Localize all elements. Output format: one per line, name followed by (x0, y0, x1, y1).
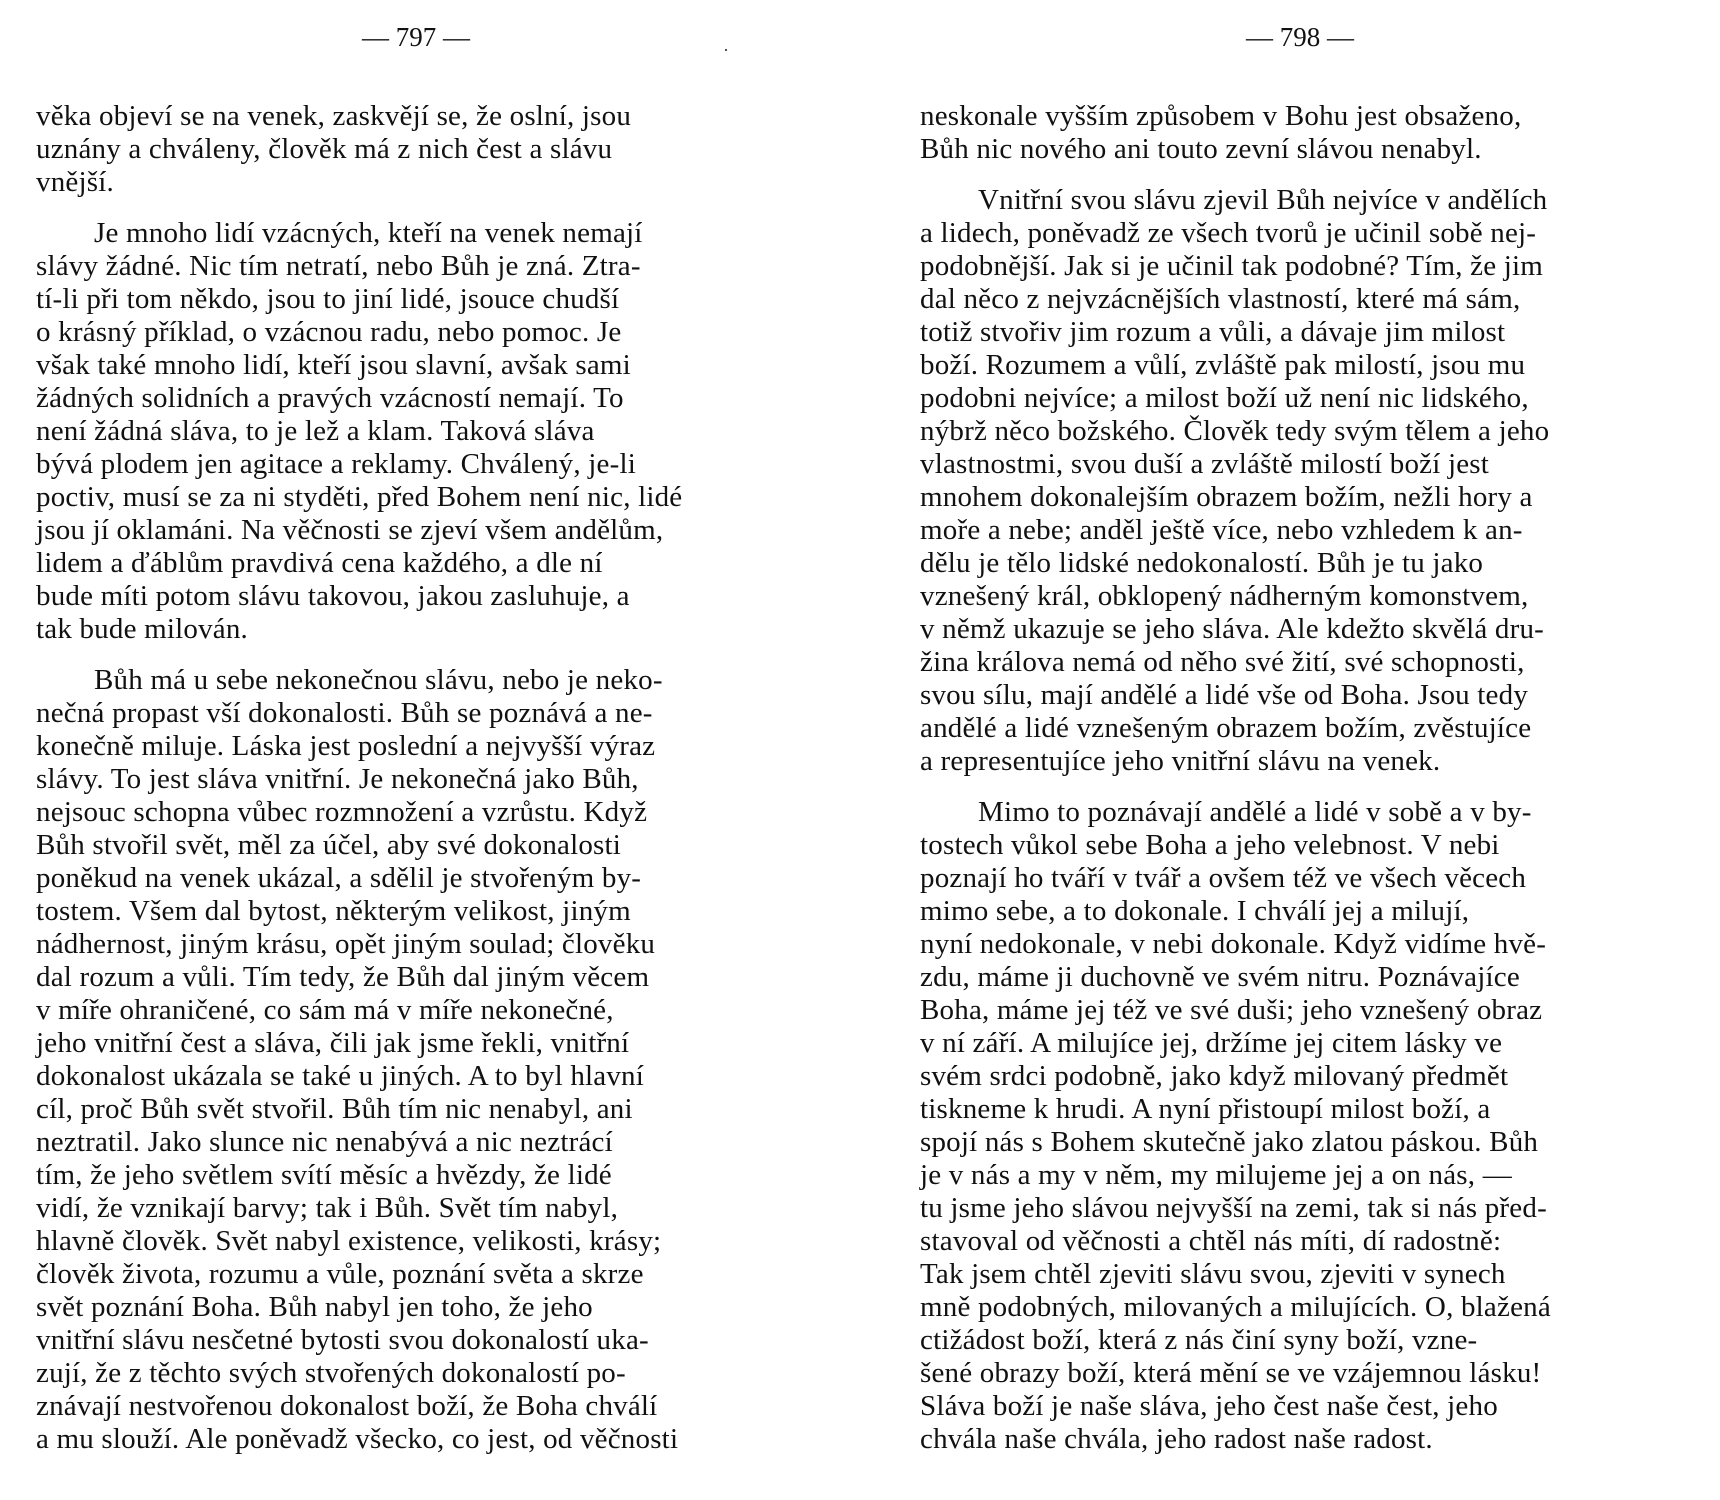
text-line: bývá plodem jen agitace a reklamy. Chválený, je-li (36, 448, 636, 480)
text-line: svět poznání Boha. Bůh nabyl jen toho, že jeho (36, 1291, 593, 1323)
text-line: nečná propast vší dokonalosti. Bůh se poznává a ne- (36, 697, 653, 729)
text-line: andělé a lidé vznešeným obrazem božím, zvěstujíce (920, 712, 1532, 744)
text-line: dokonalost ukázala se také u jiných. A to byl hlavní (36, 1060, 645, 1092)
text-line: stavoval od věčnosti a chtěl nás míti, dí radostně: (920, 1225, 1502, 1257)
text-line: v míře ohraničené, co sám má v míře nekonečné, (36, 994, 614, 1026)
text-line: není žádná sláva, to je lež a klam. Taková sláva (36, 415, 595, 447)
paragraph (920, 796, 1700, 1456)
text-line: a representujíce jeho vnitřní slávu na venek. (920, 745, 1441, 777)
text-line: Sláva boží je naše sláva, jeho čest naše čest, jeho (920, 1390, 1498, 1422)
scan-mark: · (723, 40, 729, 60)
paragraph-gap (36, 199, 816, 217)
text-line: mně podobných, milovaných a milujících. O, blažená (920, 1291, 1551, 1323)
text-line: moře a nebe; anděl ještě více, nebo vzhledem k an- (920, 514, 1523, 546)
text-line: zují, že z těchto svých stvořených dokonalostí po- (36, 1357, 626, 1389)
left-page (36, 0, 756, 1500)
text-line: Boha, máme jej též ve své duši; jeho vznešený obraz (920, 994, 1543, 1026)
text-line: tostech vůkol sebe Boha a jeho velebnost. V nebi (920, 829, 1500, 861)
text-line: zdu, máme ji duchovně ve svém nitru. Poznávajíce (920, 961, 1520, 993)
text-line: lidem a ďáblům pravdivá cena každého, a dle ní (36, 547, 603, 579)
text-line: ctižádost boží, která z nás činí syny boží, vzne- (920, 1324, 1478, 1356)
text-line: žina králova nemá od něho své žití, své schopnosti, (920, 646, 1525, 678)
text-line: poznají ho tváří v tvář a ovšem též ve všech věcech (920, 862, 1527, 894)
text-line: věka objeví se na venek, zaskvějí se, že oslní, jsou (36, 100, 632, 132)
text-line: vnější. (36, 166, 114, 198)
text-line: tí-li při tom někdo, jsou to jiní lidé, jsouce chudší (36, 283, 620, 315)
paragraph (36, 664, 816, 1456)
text-line: poněkud na venek ukázal, a sdělil je stvořeným by- (36, 862, 642, 894)
paragraph-gap (920, 778, 1700, 796)
text-line: Je mnoho lidí vzácných, kteří na venek nemají (94, 217, 643, 249)
text-line: tiskneme k hrudi. A nyní přistoupí milost boží, a (920, 1093, 1491, 1125)
text-line: Tak jsem chtěl zjeviti slávu svou, zjeviti v synech (920, 1258, 1506, 1290)
text-line: nyní nedokonale, v nebi dokonale. Když vidíme hvě- (920, 928, 1547, 960)
text-line: však také mnoho lidí, kteří jsou slavní, avšak sami (36, 349, 631, 381)
text-line: svou sílu, mají andělé a lidé vše od Boha. Jsou tedy (920, 679, 1529, 711)
paragraph (36, 217, 816, 646)
text-line: nejsouc schopna vůbec rozmnožení a vzrůstu. Když (36, 796, 648, 828)
text-line: jsou jí oklamáni. Na věčnosti se zjeví všem andělům, (36, 514, 664, 546)
text-line: člověk života, rozumu a vůle, poznání světa a skrze (36, 1258, 644, 1290)
page-text (920, 100, 1700, 1456)
text-line: tak bude milován. (36, 613, 248, 645)
text-line: podobnější. Jak si je učinil tak podobné? Tím, že jim (920, 250, 1543, 282)
text-line: mnohem dokonalejším obrazem božím, nežli hory a (920, 481, 1533, 513)
text-line: dělu je tělo lidské nedokonalostí. Bůh je tu jako (920, 547, 1484, 579)
text-line: poctiv, musí se za ni styděti, před Bohem není nic, lidé (36, 481, 683, 513)
text-line: vidí, že vznikají barvy; tak i Bůh. Svět tím nabyl, (36, 1192, 619, 1224)
text-line: uznány a chváleny, člověk má z nich čest a slávu (36, 133, 613, 165)
text-line: vznešený král, obklopený nádherným komonstvem, (920, 580, 1529, 612)
text-line: Bůh má u sebe nekonečnou slávu, nebo je neko- (94, 664, 663, 696)
page-number: — 798 — (1246, 22, 1354, 52)
text-line: slávy žádné. Nic tím netratí, nebo Bůh je zná. Ztra- (36, 250, 641, 282)
text-line: vnitřní slávu nesčetné bytosti svou dokonalostí uka- (36, 1324, 649, 1356)
text-line: bude míti potom slávu takovou, jakou zasluhuje, a (36, 580, 630, 612)
text-line: o krásný příklad, o vzácnou radu, nebo pomoc. Je (36, 316, 622, 348)
page-text (36, 100, 816, 1456)
text-line: v němž ukazuje se jeho sláva. Ale kdežto skvělá dru- (920, 613, 1545, 645)
text-line: Bůh nic nového ani touto zevní slávou nenabyl. (920, 133, 1482, 165)
text-line: v ní září. A milujíce jej, držíme jej citem lásky ve (920, 1027, 1503, 1059)
text-line: slávy. To jest sláva vnitřní. Je nekonečná jako Bůh, (36, 763, 639, 795)
text-line: tostem. Všem dal bytost, některým velikost, jiným (36, 895, 631, 927)
text-line: jeho vnitřní čest a sláva, čili jak jsme řekli, vnitřní (36, 1027, 630, 1059)
text-line: tu jsme jeho slávou nejvyšší na zemi, tak si nás před- (920, 1192, 1547, 1224)
paragraph (36, 100, 816, 199)
text-line: Vnitřní svou slávu zjevil Bůh nejvíce v andělích (978, 184, 1548, 216)
text-line: svém srdci podobně, jako když milovaný předmět (920, 1060, 1509, 1092)
text-line: žádných solidních a pravých vzácností nemají. To (36, 382, 624, 414)
text-line: hlavně člověk. Svět nabyl existence, velikosti, krásy; (36, 1225, 662, 1257)
text-line: dal něco z nejvzácnějších vlastností, které má sám, (920, 283, 1521, 315)
text-line: podobni nejvíce; a milost boží už není nic lidského, (920, 382, 1529, 414)
text-line: a mu slouží. Ale poněvadž všecko, co jest, od věčnosti (36, 1423, 679, 1455)
text-line: a lidech, poněvadž ze všech tvorů je učinil sobě nej- (920, 217, 1537, 249)
text-line: dal rozum a vůli. Tím tedy, že Bůh dal jiným věcem (36, 961, 650, 993)
paragraph (920, 184, 1700, 778)
text-line: Bůh stvořil svět, měl za účel, aby své dokonalosti (36, 829, 622, 861)
right-page (920, 0, 1640, 1500)
paragraph-gap (36, 646, 816, 664)
paragraph-gap (920, 166, 1700, 184)
text-line: Mimo to poznávají andělé a lidé v sobě a v by- (978, 796, 1532, 828)
text-line: chvála naše chvála, jeho radost naše radost. (920, 1423, 1433, 1455)
text-line: konečně miluje. Láska jest poslední a nejvyšší výraz (36, 730, 656, 762)
text-line: znávají nestvořenou dokonalost boží, že Boha chválí (36, 1390, 658, 1422)
text-line: nýbrž něco božského. Člověk tedy svým tělem a jeho (920, 415, 1550, 447)
text-line: vlastnostmi, svou duší a zvláště milostí boží jest (920, 448, 1490, 480)
text-line: totiž stvořiv jim rozum a vůli, a dávaje jim milost (920, 316, 1506, 348)
text-line: cíl, proč Bůh svět stvořil. Bůh tím nic nenabyl, ani (36, 1093, 633, 1125)
paragraph (920, 100, 1700, 166)
text-line: neztratil. Jako slunce nic nenabývá a nic neztrácí (36, 1126, 613, 1158)
text-line: nádhernost, jiným krásu, opět jiným soulad; člověku (36, 928, 656, 960)
text-line: mimo sebe, a to dokonale. I chválí jej a milují, (920, 895, 1470, 927)
text-line: boží. Rozumem a vůlí, zvláště pak milostí, jsou mu (920, 349, 1526, 381)
text-line: spojí nás s Bohem skutečně jako zlatou páskou. Bůh (920, 1126, 1539, 1158)
text-line: šené obrazy boží, která mění se ve vzájemnou lásku! (920, 1357, 1542, 1389)
page-number: — 797 — (362, 22, 470, 52)
text-line: neskonale vyšším způsobem v Bohu jest obsaženo, (920, 100, 1522, 132)
text-line: tím, že jeho světlem svítí měsíc a hvězdy, že lidé (36, 1159, 612, 1191)
text-line: je v nás a my v něm, my milujeme jej a on nás, — (920, 1159, 1512, 1191)
